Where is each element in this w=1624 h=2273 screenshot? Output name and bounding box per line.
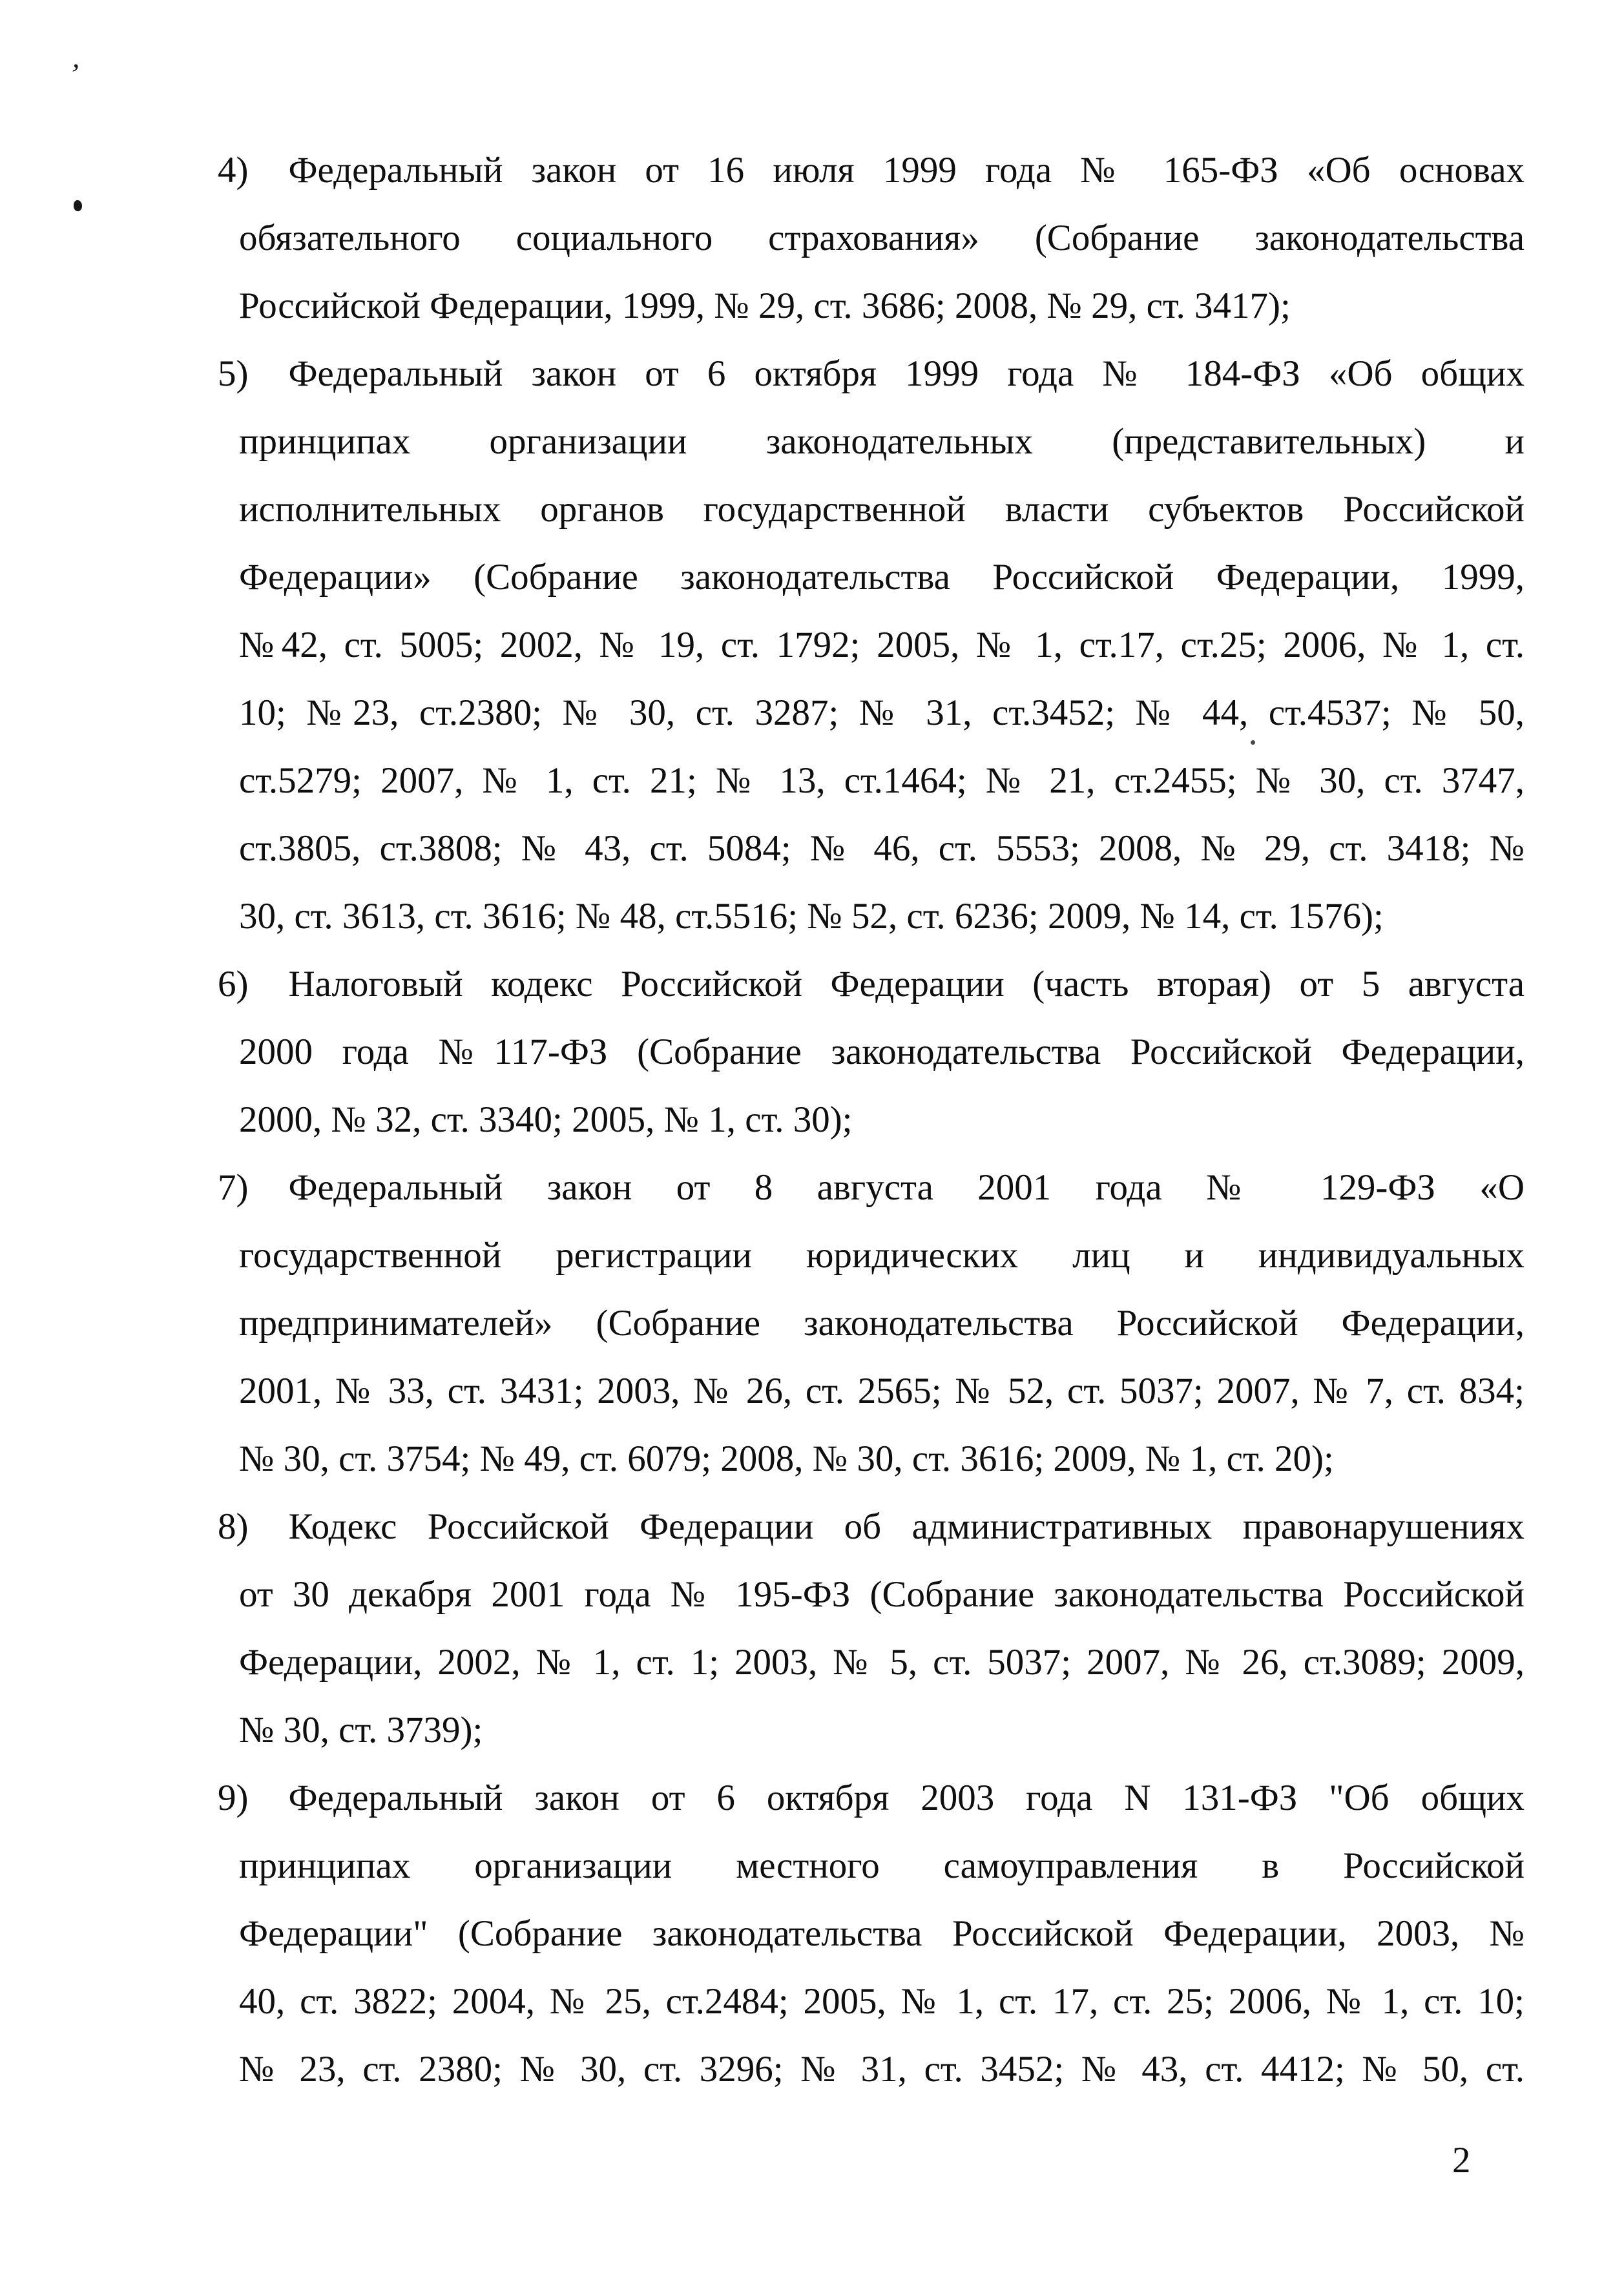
list-item-6-text: Налоговый кодекс Российской Федерации (часть вторая) от 5 августа (288, 964, 1525, 1004)
list-item-9-line: № 23, ст. 2380; № 30, ст. 3296; № 31, ст. 3452; № 43, ст. 4412; № 50, ст. (239, 2049, 1525, 2090)
list-item-9-line: принципах организации местного самоуправления в Российской (239, 1845, 1525, 1886)
list-item-5-line: ст.5279; 2007, № 1, ст. 21; № 13, ст.1464; № 21, ст.2455; № 30, ст. 3747, (239, 760, 1525, 801)
list-item-7-text: Федеральный закон от 8 августа 2001 года № 129-ФЗ «О (288, 1167, 1525, 1208)
list-item-9-line (218, 1764, 1525, 1832)
list-item-4-line (218, 136, 1525, 204)
list-item-6-line: 2000 года №117-ФЗ (Собрание законодательства Российской Федерации, (239, 1032, 1525, 1072)
list-item-5-line: ст.3805, ст.3808; № 43, ст. 5084; № 46, ст. 5553; 2008, № 29, ст. 3418; № (239, 828, 1525, 869)
list-item-4-line: обязательного социального страхования» (Собрание законодательства (239, 218, 1525, 258)
ink-speck-dot (74, 200, 82, 211)
ink-speck-apostrophe: ʼ (67, 57, 82, 91)
list-item-6-line: 2000, № 32, ст. 3340; 2005, № 1, ст. 30); (239, 1099, 853, 1140)
list-item-4-text: Федеральный закон от 16 июля 1999 года № 165-ФЗ «Об основах (288, 150, 1525, 191)
list-item-8-line: от 30 декабря 2001 года № 195-ФЗ (Собрание законодательства Российской (239, 1574, 1525, 1615)
list-item-9-marker: 9) (218, 1778, 249, 1818)
page-number: 2 (1452, 2140, 1471, 2181)
list-item-5-line: №42, ст. 5005; 2002, № 19, ст. 1792; 2005, № 1, ст.17, ст.25; 2006, № 1, ст. (239, 625, 1525, 665)
list-item-6-marker: 6) (218, 964, 249, 1004)
list-item-8-line (218, 1493, 1525, 1561)
list-item-7-line: государственной регистрации юридических лиц и индивидуальных (239, 1235, 1525, 1276)
list-item-4-line: Российской Федерации, 1999, № 29, ст. 3686; 2008, № 29, ст. 3417); (239, 285, 1291, 326)
list-item-7-line: № 30, ст. 3754; № 49, ст. 6079; 2008, № 30, ст. 3616; 2009, № 1, ст. 20); (239, 1438, 1334, 1479)
list-item-5-text: Федеральный закон от 6 октября 1999 года № 184-ФЗ «Об общих (288, 353, 1525, 394)
list-item-8-line: Федерации, 2002, № 1, ст. 1; 2003, № 5, ст. 5037; 2007, № 26, ст.3089; 2009, (239, 1642, 1525, 1683)
list-item-5-line: 30, ст. 3613, ст. 3616; № 48, ст.5516; № 52, ст. 6236; 2009, № 14, ст. 1576); (239, 896, 1384, 937)
list-item-8-marker: 8) (218, 1506, 249, 1547)
list-item-8-text: Кодекс Российской Федерации об административных правонарушениях (288, 1506, 1525, 1547)
list-item-9-text: Федеральный закон от 6 октября 2003 года N 131-ФЗ "Об общих (288, 1778, 1525, 1818)
list-item-7-line: предпринимателей» (Собрание законодательства Российской Федерации, (239, 1303, 1525, 1344)
list-item-5-line: принципах организации законодательных (представительных) и (239, 421, 1525, 462)
list-item-5-marker: 5) (218, 353, 249, 394)
list-item-5-line: 10; №23, ст.2380; № 30, ст. 3287; № 31, ст.3452; № 44, ст.4537; № 50, (239, 692, 1525, 733)
legal-text-block (218, 136, 1525, 2103)
list-item-9-line: 40, ст. 3822; 2004, № 25, ст.2484; 2005, № 1, ст. 17, ст. 25; 2006, № 1, ст. 10; (239, 1981, 1525, 2022)
list-item-6-line (218, 950, 1525, 1018)
list-item-5-line: исполнительных органов государственной власти субъектов Российской (239, 489, 1525, 530)
list-item-5-line: Федерации» (Собрание законодательства Российской Федерации, 1999, (239, 557, 1525, 597)
list-item-8-line: № 30, ст. 3739); (239, 1710, 483, 1750)
list-item-9-line: Федерации" (Собрание законодательства Российской Федерации, 2003, № (239, 1913, 1525, 1954)
list-item-5-line (218, 340, 1525, 408)
list-item-7-line (218, 1154, 1525, 1221)
list-item-7-marker: 7) (218, 1167, 249, 1208)
list-item-7-line: 2001, № 33, ст. 3431; 2003, № 26, ст. 2565; № 52, ст. 5037; 2007, № 7, ст. 834; (239, 1371, 1525, 1411)
list-item-4-marker: 4) (218, 150, 249, 191)
